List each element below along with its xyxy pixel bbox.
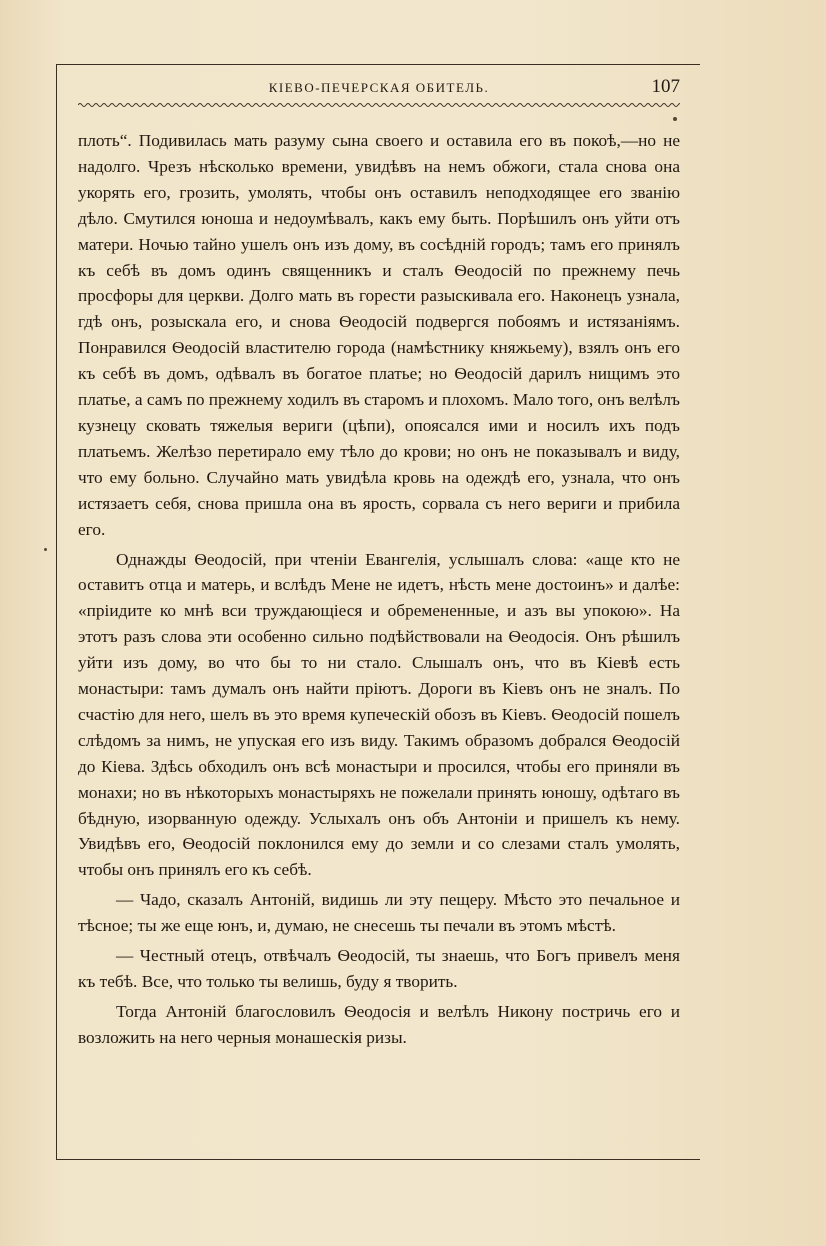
running-title: КІЕВО-ПЕЧЕРСКАЯ ОБИТЕЛЬ. — [268, 80, 490, 95]
paragraph-1: плоть“. Подивилась мать разуму сына своего и оставила его въ покоѣ,—но не надолго. Чрезъ нѣсколько времени, увидѣвъ на немъ обжоги, стала снова она укорять его, грозить, умолять, чтобы онъ оставилъ неподходящее его званію дѣло. Смутился юноша и недоумѣвалъ, какъ ему быть. Порѣшилъ онъ уйти отъ матери. Ночью тайно ушелъ онъ изъ дому, въ сосѣдній городъ; тамъ его принялъ къ себѣ въ домъ одинъ священникъ и сталъ Ѳеодосій по прежнему печь просфоры для церкви. Долго мать въ горести разыскивала его. Наконецъ узнала, гдѣ онъ, розыскала его, и снова Ѳеодосій подвергся побоямъ и истязаніямъ. Понравился Ѳеодосій властителю города (намѣстнику княжьему), взялъ онъ его къ себѣ въ домъ, одѣвалъ въ богатое платье; но Ѳеодосій дарилъ нищимъ это платье, а самъ по прежнему ходилъ въ старомъ и плохомъ. Мало того, онъ велѣлъ кузнецу сковать тяжелыя вериги (цѣпи), опоясался ими и носилъ ихъ подъ платьемъ. Желѣзо перетирало ему тѣло до крови; но онъ не показывалъ и виду, что ему больно. Случайно мать увидѣла кровь на одеждѣ его, узнала, что онъ истязаетъ себя, снова пришла она въ ярость, сорвала съ него вериги и прибила его. — [78, 131, 680, 539]
frame-bottom-rule — [56, 1159, 700, 1160]
ink-speck — [673, 117, 677, 121]
paragraph-2: Однажды Ѳеодосій, при чтеніи Евангелія, услышалъ слова: «аще кто не оставитъ отца и матерь, и вслѣдъ Мене не идетъ, нѣсть мене достоинъ» и далѣе: «пріидите ко мнѣ вси труждающіеся и обремененные, и азъ вы упокою». На этотъ разъ слова эти особенно сильно подѣйствовали на Ѳеодосія. Онъ рѣшилъ уйти изъ дому, во что бы то ни стало. Слышалъ онъ, что въ Кіевѣ есть монастыри: тамъ думалъ онъ найти пріютъ. Дороги въ Кіевъ онъ не зналъ. По счастію для него, шелъ въ это время купеческій обозъ въ Кіевъ. Ѳеодосій пошелъ слѣдомъ за нимъ, не упуская его изъ виду. Такимъ образомъ добрался Ѳеодосій до Кіева. Здѣсь обходилъ онъ всѣ монастыри и просился, чтобы его приняли въ монахи; но въ нѣкоторыхъ монастыряхъ не пожелали принять юношу, одѣтаго въ бѣдную, изорванную одежду. Услыхалъ онъ объ Антоніи и пришелъ къ нему. Увидѣвъ его, Ѳеодосій поклонился ему до земли и со слезами сталъ умолять, чтобы онъ принялъ его къ себѣ. — [78, 549, 680, 880]
paragraph-3: — Чадо, сказалъ Антоній, видишь ли эту пещеру. Мѣсто это печальное и тѣсное; ты же еще юнъ, и, думаю, не снесешь ты печали въ этомъ мѣстѣ. — [78, 890, 680, 936]
frame-top-rule — [56, 64, 700, 65]
paragraph-5: Тогда Антоній благословилъ Ѳеодосія и велѣлъ Никону постричь его и возложить на него черныя монашескія ризы. — [78, 1001, 680, 1047]
paragraph-4: — Честный отецъ, отвѣчалъ Ѳеодосій, ты знаешь, что Богъ привелъ меня къ тебѣ. Все, что только ты велишь, буду я творить. — [78, 946, 680, 991]
ornamental-wavy-rule — [78, 101, 680, 109]
body-text — [78, 128, 680, 1051]
page-header — [78, 76, 680, 102]
page-number: 107 — [651, 76, 680, 97]
frame-left-rule — [56, 64, 57, 1159]
ink-speck — [44, 548, 47, 551]
